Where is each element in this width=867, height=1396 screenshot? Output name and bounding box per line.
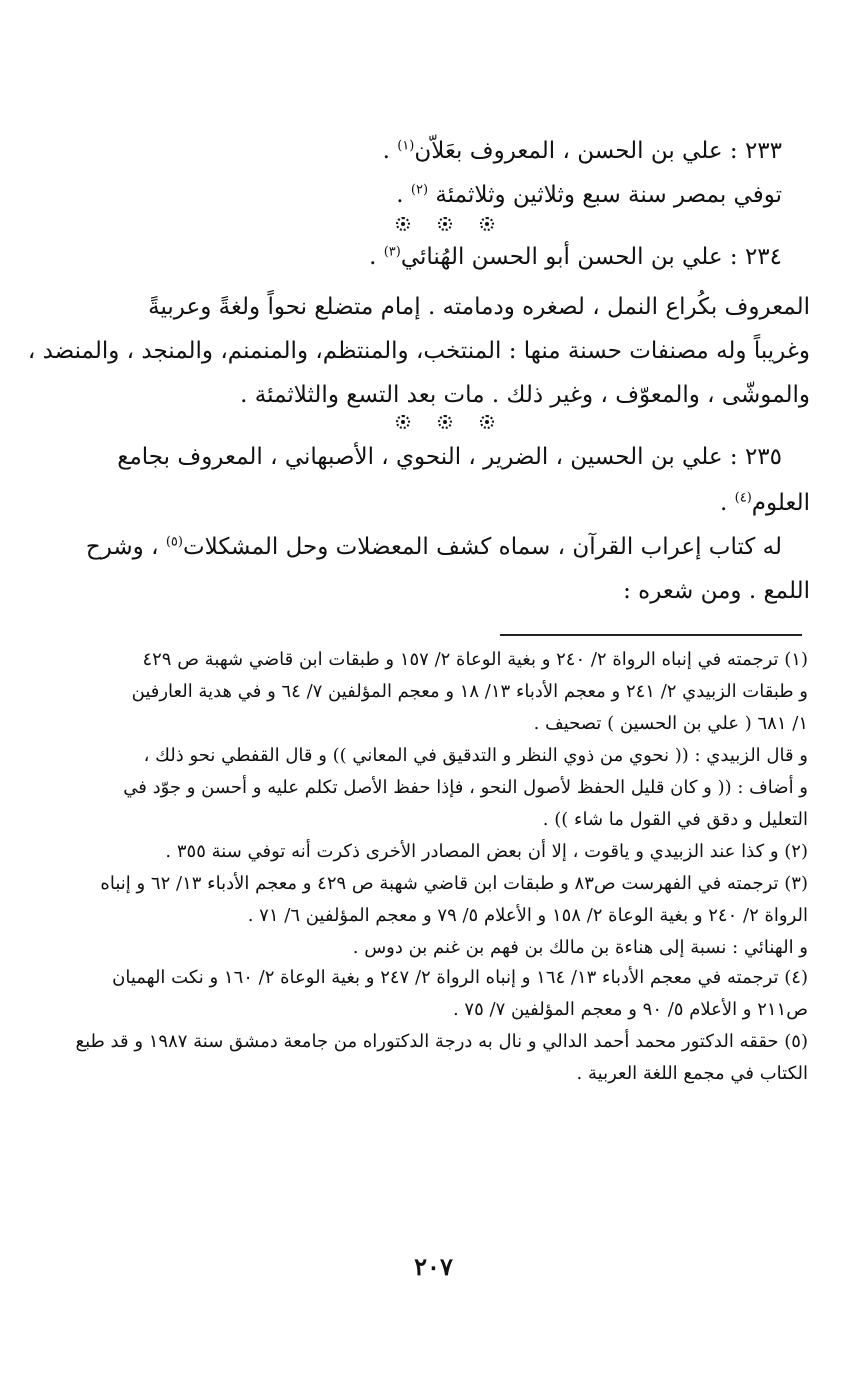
period: . xyxy=(720,490,735,516)
entry-235-title-text: العلوم xyxy=(751,490,810,516)
footnote-line: (٤) ترجمته في معجم الأدباء ١٣/ ١٦٤ و إنباه الرواة ٢/ ٢٤٧ و بغية الوعاة ٢/ ١٦٠ و نكت الهميان xyxy=(112,967,808,988)
flower-ornament-icon xyxy=(480,217,494,231)
entry-233-death-text: توفي بمصر سنة سبع وثلاثين وثلاثمئة xyxy=(428,182,782,208)
flower-ornament-icon xyxy=(438,415,452,429)
footnote-line: و قال الزبيدي : (( نحوي من ذوي النظر و التدقيق في المعاني )) و قال القفطي نحو ذلك ، xyxy=(143,745,808,766)
continuation-text: ، وشرح xyxy=(85,534,166,560)
entry-233-death xyxy=(80,180,810,210)
section-separator-ornament xyxy=(80,412,810,432)
footnote-line: (٢) و كذا عند الزبيدي و ياقوت ، إلا أن بعض المصادر الأخرى ذكرت أنه توفي سنة ٣٥٥ . xyxy=(165,841,808,862)
footnote-line: ١/ ٦٨١ ( علي بن الحسين ) تصحيف . xyxy=(533,713,808,734)
footnote-2 xyxy=(80,840,808,864)
footnote-line: التعليل و دقق في القول ما شاء )) . xyxy=(542,809,808,830)
flower-ornament-icon xyxy=(438,217,452,231)
page-number: ٢٠٧ xyxy=(414,1252,453,1281)
entry-235-body-2: اللمع . ومن شعره : xyxy=(623,578,810,604)
footnote-ref-5[interactable]: (٥) xyxy=(165,534,183,550)
period: . xyxy=(369,244,384,270)
footnote-5 xyxy=(75,1030,808,1086)
footnote-line: و الهنائي : نسبة إلى هناءة بن مالك بن فهم بن غنم بن دوس . xyxy=(352,937,808,958)
footnote-separator xyxy=(500,634,802,636)
entry-235-book-text: له كتاب إعراب القرآن ، سماه كشف المعضلات وحل المشكلات xyxy=(182,534,782,560)
flower-ornament-icon xyxy=(480,415,494,429)
entry-233-text: ٢٣٣ : علي بن الحسن ، المعروف بعَلاّن xyxy=(414,138,782,164)
period: . xyxy=(382,138,398,164)
entry-235-body-1 xyxy=(80,532,810,562)
footnote-1 xyxy=(80,648,808,832)
main-text xyxy=(27,128,810,606)
footnote-line: (٥) حققه الدكتور محمد أحمد الدالي و نال به درجة الدكتوراه من جامعة دمشق سنة ١٩٨٧ و قد طبع xyxy=(75,1031,808,1052)
footnote-ref-4[interactable]: (٤) xyxy=(734,490,752,506)
footnotes xyxy=(75,648,808,1086)
entry-235-title-end xyxy=(80,488,810,518)
entry-234-body-2: وغريباً وله مصنفات حسنة منها : المنتخب، والمنتظم، والمنمنم، والمنجد ، والمنضد ، xyxy=(27,338,810,364)
footnote-line: ص٢١١ و الأعلام ٥/ ٩٠ و معجم المؤلفين ٧/ ٧٥ . xyxy=(452,999,808,1020)
footnote-line: الرواة ٢/ ٢٤٠ و بغية الوعاة ٢/ ١٥٨ و الأعلام ٥/ ٧٩ و معجم المؤلفين ٦/ ٧١ . xyxy=(247,905,808,926)
footnote-line: و أضاف : (( و كان قليل الحفظ لأصول النحو ، فإذا حفظ الأصل تكلم عليه و أحسن و جوّد في xyxy=(123,777,808,798)
entry-234-body-3: والموشّى ، والمعوّف ، وغير ذلك . مات بعد التسع والثلاثمئة . xyxy=(240,382,810,408)
flower-ornament-icon xyxy=(396,217,410,231)
entry-235-heading: ٢٣٥ : علي بن الحسين ، الضرير ، النحوي ، الأصبهاني ، المعروف بجامع xyxy=(117,444,782,470)
footnote-ref-3[interactable]: (٣) xyxy=(383,244,401,260)
flower-ornament-icon xyxy=(396,415,410,429)
footnote-3 xyxy=(80,872,808,960)
footnote-ref-1[interactable]: (١) xyxy=(397,138,415,154)
period: . xyxy=(396,182,411,208)
entry-234-heading xyxy=(80,242,810,272)
entry-234-text: ٢٣٤ : علي بن الحسن أبو الحسن الهُنائي xyxy=(400,244,782,270)
section-separator-ornament xyxy=(80,214,810,234)
footnote-line: (٣) ترجمته في الفهرست ص٨٣ و طبقات ابن قاضي شهبة ص ٤٢٩ و معجم الأدباء ١٣/ ٦٢ و إنباه xyxy=(100,873,808,894)
footnote-line: الكتاب في مجمع اللغة العربية . xyxy=(576,1063,808,1084)
entry-234-body-1: المعروف بكُراع النمل ، لصغره ودمامته . إمام متضلع نحواً ولغةً وعربيةً xyxy=(148,294,810,320)
footnote-4 xyxy=(80,966,808,1022)
footnote-line: و طبقات الزبيدي ٢/ ٢٤١ و معجم الأدباء ١٣/ ١٨ و معجم المؤلفين ٧/ ٦٤ و في هدية العارفين xyxy=(131,681,808,702)
footnote-ref-2[interactable]: (٢) xyxy=(410,182,429,198)
footnote-line: (١) ترجمته في إنباه الرواة ٢/ ٢٤٠ و بغية الوعاة ٢/ ١٥٧ و طبقات ابن قاضي شهبة ص ٤٢٩ xyxy=(142,649,808,670)
entry-233-heading xyxy=(80,136,810,166)
